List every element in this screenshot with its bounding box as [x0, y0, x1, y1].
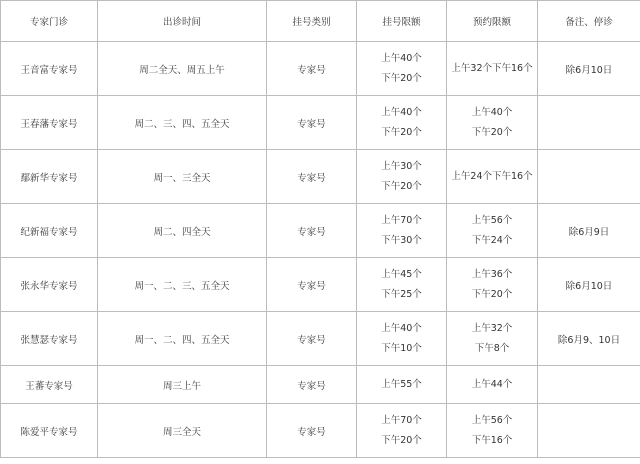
reserve-line: 上午32个下午16个: [451, 62, 533, 74]
table-row: [1, 42, 640, 96]
registration-type-cell: 专家号: [267, 42, 357, 96]
reserve-line: 上午44个: [471, 378, 513, 390]
registration-type-cell: 专家号: [267, 150, 357, 204]
limit-line: 下午30个: [381, 234, 422, 246]
note-cell: 除6月9、10日: [538, 312, 640, 366]
expert-name-cell: 鄢新华专家号: [1, 150, 98, 204]
reservation-limit-cell: [447, 258, 538, 312]
reserve-line: 下午20个: [471, 288, 513, 300]
registration-limit-cell: [357, 96, 447, 150]
expert-name-cell: 纪新福专家号: [1, 204, 98, 258]
table-row: [1, 312, 640, 366]
table-row: [1, 96, 640, 150]
registration-type-cell: 专家号: [267, 96, 357, 150]
reserve-line: 下午20个: [471, 126, 513, 138]
schedule-time-cell: 周二、三、四、五全天: [98, 96, 267, 150]
table-row: [1, 366, 640, 404]
expert-name-cell: 陈爱平专家号: [1, 404, 98, 458]
limit-line: 上午45个: [381, 268, 422, 280]
note-cell: [538, 366, 640, 404]
table-row: [1, 204, 640, 258]
registration-limit-cell: [357, 150, 447, 204]
limit-line: 上午30个: [381, 160, 422, 172]
header-cell-reserve: 预约限额: [447, 1, 538, 42]
table-row: [1, 404, 640, 458]
limit-line: 下午20个: [381, 180, 422, 192]
schedule-time-cell: 周三上午: [98, 366, 267, 404]
limit-line: 下午10个: [381, 342, 422, 354]
header-cell-limit: 挂号限额: [357, 1, 447, 42]
schedule-time-cell: 周一、二、四、五全天: [98, 312, 267, 366]
limit-line: 上午40个: [381, 52, 422, 64]
schedule-time-cell: 周三全天: [98, 404, 267, 458]
registration-type-cell: 专家号: [267, 366, 357, 404]
registration-type-cell: 专家号: [267, 404, 357, 458]
expert-name-cell: 张慧瑟专家号: [1, 312, 98, 366]
registration-type-cell: 专家号: [267, 258, 357, 312]
table-row: [1, 150, 640, 204]
reserve-line: 上午56个: [471, 214, 513, 226]
note-cell: [538, 404, 640, 458]
expert-name-cell: 王春藩专家号: [1, 96, 98, 150]
registration-limit-cell: [357, 204, 447, 258]
reservation-limit-cell: [447, 150, 538, 204]
reserve-line: 上午56个: [471, 414, 513, 426]
reserve-line: 下午8个: [474, 342, 510, 354]
schedule-time-cell: 周二全天、周五上午: [98, 42, 267, 96]
table-row: [1, 258, 640, 312]
schedule-time-cell: 周一、三全天: [98, 150, 267, 204]
limit-line: 上午40个: [381, 106, 422, 118]
header-row: [1, 1, 640, 42]
registration-limit-cell: [357, 404, 447, 458]
schedule-time-cell: 周一、二、三、五全天: [98, 258, 267, 312]
registration-limit-cell: [357, 258, 447, 312]
header-cell-expert: 专家门诊: [1, 1, 98, 42]
reservation-limit-cell: [447, 204, 538, 258]
registration-limit-cell: [357, 366, 447, 404]
limit-line: 上午40个: [381, 322, 422, 334]
reserve-line: 上午40个: [471, 106, 513, 118]
limit-line: 上午55个: [381, 378, 422, 390]
reserve-line: 上午24个下午16个: [451, 170, 533, 182]
registration-type-cell: 专家号: [267, 204, 357, 258]
reservation-limit-cell: [447, 42, 538, 96]
limit-line: 下午20个: [381, 126, 422, 138]
reservation-limit-cell: [447, 96, 538, 150]
limit-line: 上午70个: [381, 414, 422, 426]
note-cell: [538, 150, 640, 204]
reserve-line: 下午24个: [471, 234, 513, 246]
schedule-time-cell: 周二、四全天: [98, 204, 267, 258]
note-cell: [538, 96, 640, 150]
note-cell: 除6月9日: [538, 204, 640, 258]
reservation-limit-cell: [447, 366, 538, 404]
reserve-line: 下午16个: [471, 434, 513, 446]
reserve-line: 上午36个: [471, 268, 513, 280]
note-cell: 除6月10日: [538, 258, 640, 312]
reservation-limit-cell: [447, 404, 538, 458]
header-cell-time: 出诊时间: [98, 1, 267, 42]
note-cell: 除6月10日: [538, 42, 640, 96]
reservation-limit-cell: [447, 312, 538, 366]
expert-name-cell: 王音富专家号: [1, 42, 98, 96]
limit-line: 下午25个: [381, 288, 422, 300]
header-cell-type: 挂号类别: [267, 1, 357, 42]
header-cell-note: 备注、停诊: [538, 1, 640, 42]
limit-line: 上午70个: [381, 214, 422, 226]
registration-type-cell: 专家号: [267, 312, 357, 366]
registration-limit-cell: [357, 312, 447, 366]
registration-limit-cell: [357, 42, 447, 96]
limit-line: 下午20个: [381, 434, 422, 446]
reserve-line: 上午32个: [471, 322, 513, 334]
expert-name-cell: 张永华专家号: [1, 258, 98, 312]
limit-line: 下午20个: [381, 72, 422, 84]
expert-name-cell: 王蕃专家号: [1, 366, 98, 404]
